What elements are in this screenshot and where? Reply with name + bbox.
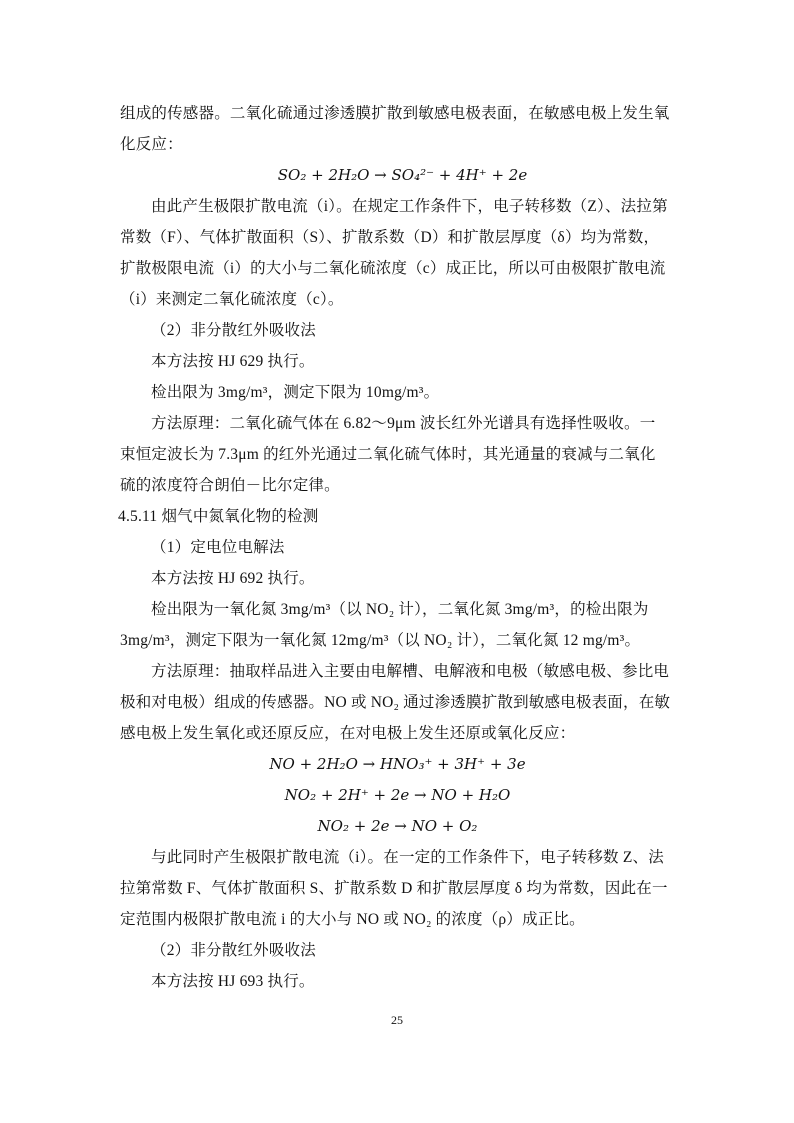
paragraph-line: 硫的浓度符合朗伯－比尔定律。	[120, 477, 340, 494]
method-subheading: （2）非分散红外吸收法	[151, 322, 316, 339]
paragraph-line: （i）来测定二氧化硫浓度（c）。	[120, 291, 344, 308]
paragraph-line: 方法原理：抽取样品进入主要由电解槽、电解液和电极（敏感电极、参比电	[151, 663, 670, 680]
paragraph-line: 极和对电极）组成的传感器。NO 或 NO₂ 通过渗透膜扩散到敏感电极表面，在敏	[120, 694, 671, 711]
paragraph-line: 组成的传感器。二氧化硫通过渗透膜扩散到敏感电极表面，在敏感电极上发生氧	[120, 105, 670, 122]
paragraph-line: 化反应：	[120, 136, 183, 153]
paragraph-line: 本方法按 HJ 692 执行。	[151, 570, 315, 587]
paragraph-line: 本方法按 HJ 629 执行。	[151, 353, 315, 370]
paragraph-line: 与此同时产生极限扩散电流（i）。在一定的工作条件下，电子转移数 Z、法	[151, 849, 664, 866]
paragraph-line: 由此产生极限扩散电流（i）。在规定工作条件下，电子转移数（Z）、法拉第	[151, 198, 668, 215]
paragraph-line: 感电极上发生氧化或还原反应，在对电极上发生还原或氧化反应：	[120, 725, 576, 742]
paragraph-line: 检出限为 3mg/m³，测定下限为 10mg/m³。	[151, 384, 440, 401]
paragraph-line: 扩散极限电流（i）的大小与二氧化硫浓度（c）成正比，所以可由极限扩散电流	[120, 260, 666, 277]
paragraph-line: 常数（F）、气体扩散面积（S）、扩散系数（D）和扩散层厚度（δ）均为常数，	[120, 229, 660, 246]
paragraph-line: 拉第常数 F、气体扩散面积 S、扩散系数 D 和扩散层厚度 δ 均为常数，因此在一	[120, 880, 668, 897]
method-subheading: （2）非分散红外吸收法	[151, 942, 316, 959]
paragraph-line: 本方法按 HJ 693 执行。	[151, 973, 315, 990]
equation-no2-reduction: NO₂ + 2H⁺ + 2e → NO + H₂O	[284, 786, 511, 804]
paragraph-line: 定范围内极限扩散电流 i 的大小与 NO 或 NO₂ 的浓度（ρ）成正比。	[120, 911, 585, 928]
paragraph-line: 检出限为一氧化氮 3mg/m³（以 NO₂ 计），二氧化氮 3mg/m³，的检出限为	[151, 601, 649, 618]
page-body	[120, 98, 675, 997]
paragraph-line: 3mg/m³，测定下限为一氧化氮 12mg/m³（以 NO₂ 计），二氧化氮 12 mg/m³。	[120, 632, 641, 649]
paragraph-line: 方法原理：二氧化硫气体在 6.82～9μm 波长红外光谱具有选择性吸收。一	[151, 415, 656, 432]
equation-so2-oxidation: SO₂ + 2H₂O → SO₄²⁻ + 4H⁺ + 2e	[277, 166, 528, 184]
equation-no2-electron: NO₂ + 2e → NO + O₂	[317, 817, 478, 835]
page-number: 25	[391, 1013, 403, 1027]
paragraph-line: 束恒定波长为 7.3μm 的红外光通过二氧化硫气体时，其光通量的衰减与二氧化	[120, 446, 656, 463]
equation-no-oxidation: NO + 2H₂O → HNO₃⁺ + 3H⁺ + 3e	[269, 755, 526, 773]
section-heading: 4.5.11 烟气中氮氧化物的检测	[118, 508, 319, 525]
method-subheading: （1）定电位电解法	[151, 539, 285, 556]
